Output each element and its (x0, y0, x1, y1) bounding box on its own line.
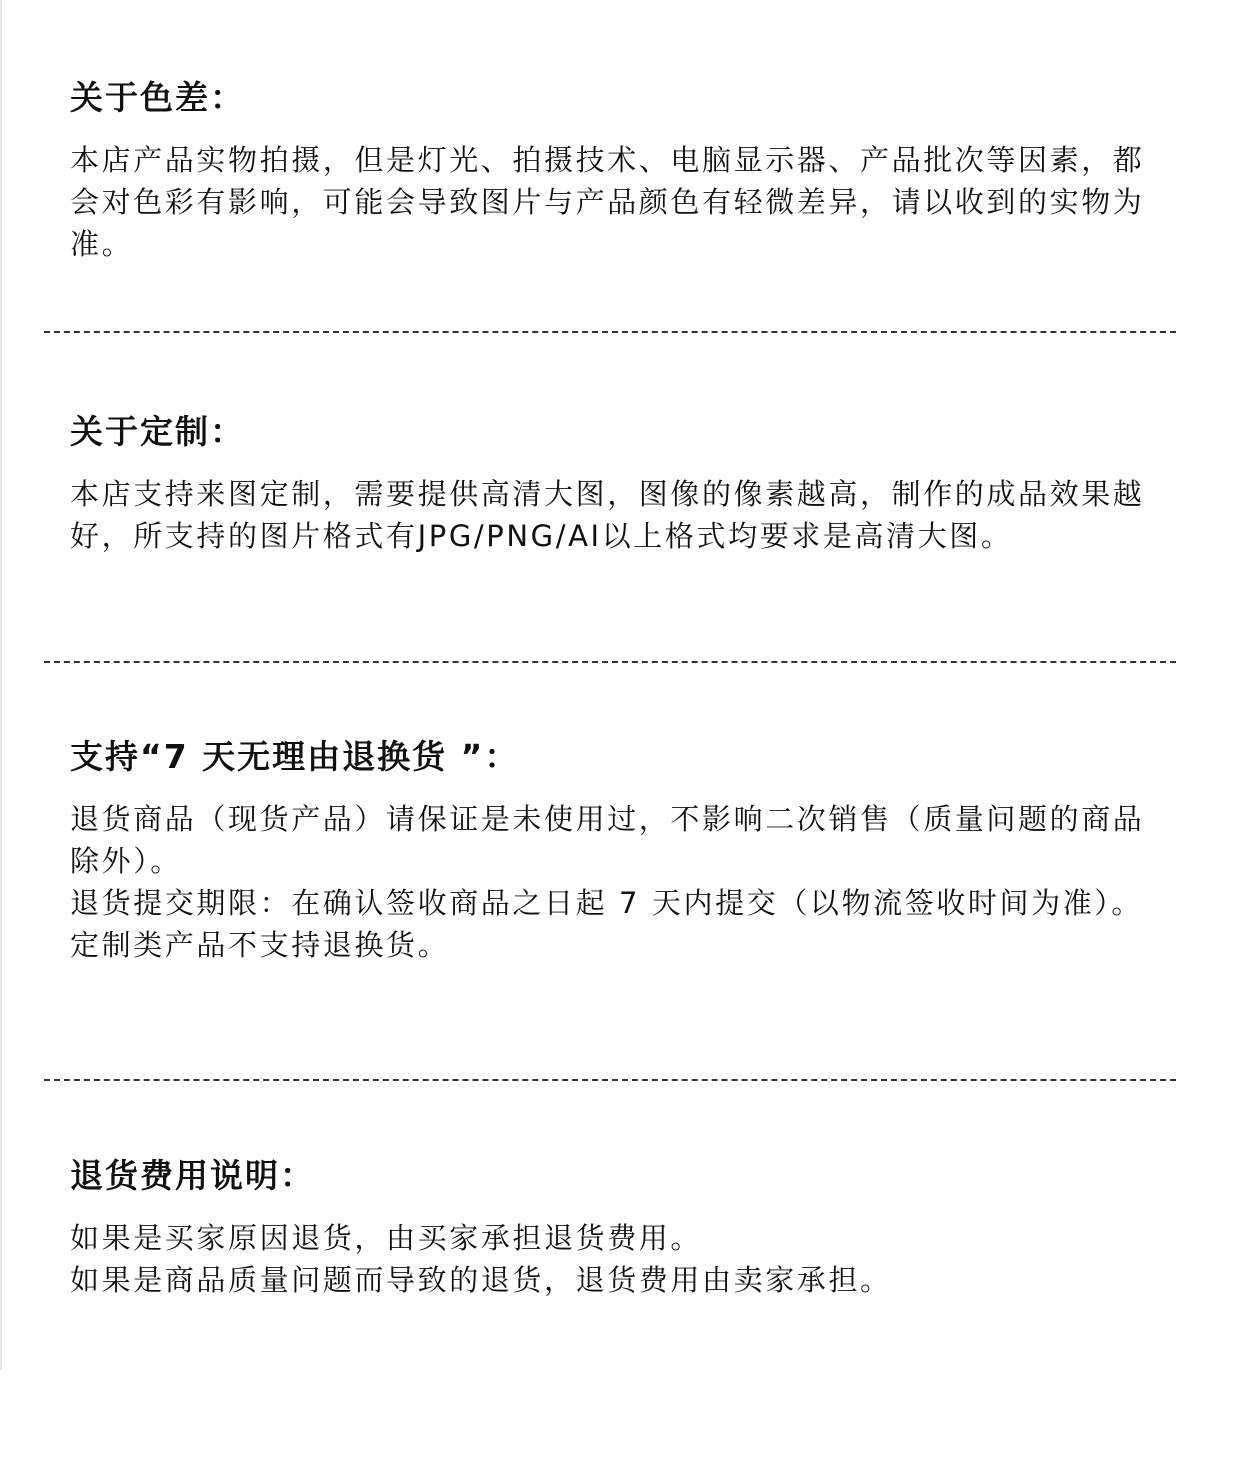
seven-day-return-section (70, 737, 1150, 966)
return-fee-body (70, 1217, 1150, 1301)
buyer-fee-line: 如果是买家原因退货，由买家承担退货费用。 (70, 1221, 703, 1255)
customization-title: 关于定制： (70, 412, 245, 451)
seven-day-return-body (70, 798, 1150, 966)
return-deadline-line: 退货提交期限：在确认签收商品之日起 7 天内提交（以物流签收时间为准）。 (70, 886, 1143, 920)
return-condition-line: 退货商品（现货产品）请保证是未使用过，不影响二次销售（质量问题的商品除外）。 (70, 802, 1145, 878)
customization-section (70, 412, 1150, 557)
color-difference-body: 本店产品实物拍摄，但是灯光、拍摄技术、电脑显示器、产品批次等因素，都会对色彩有影响，可能会导致图片与产品颜色有轻微差异，请以收到的实物为准。 (70, 143, 1145, 261)
color-difference-title: 关于色差： (70, 78, 245, 117)
customization-body: 本店支持来图定制，需要提供高清大图，图像的像素越高，制作的成品效果越好，所支持的图片格式有JPG/PNG/AI以上格式均要求是高清大图。 (70, 477, 1145, 553)
color-difference-section (70, 78, 1150, 265)
section-divider (44, 331, 1176, 333)
custom-no-return-line: 定制类产品不支持退换货。 (70, 928, 450, 962)
section-divider (44, 1079, 1176, 1081)
seller-fee-line: 如果是商品质量问题而导致的退货，退货费用由卖家承担。 (70, 1263, 892, 1297)
seven-day-return-title: 支持“7 天无理由退换货 ”： (70, 737, 520, 776)
section-divider (44, 661, 1176, 663)
left-edge-border (0, 0, 2, 1370)
return-fee-section (70, 1156, 1150, 1301)
return-fee-title: 退货费用说明： (70, 1156, 315, 1195)
